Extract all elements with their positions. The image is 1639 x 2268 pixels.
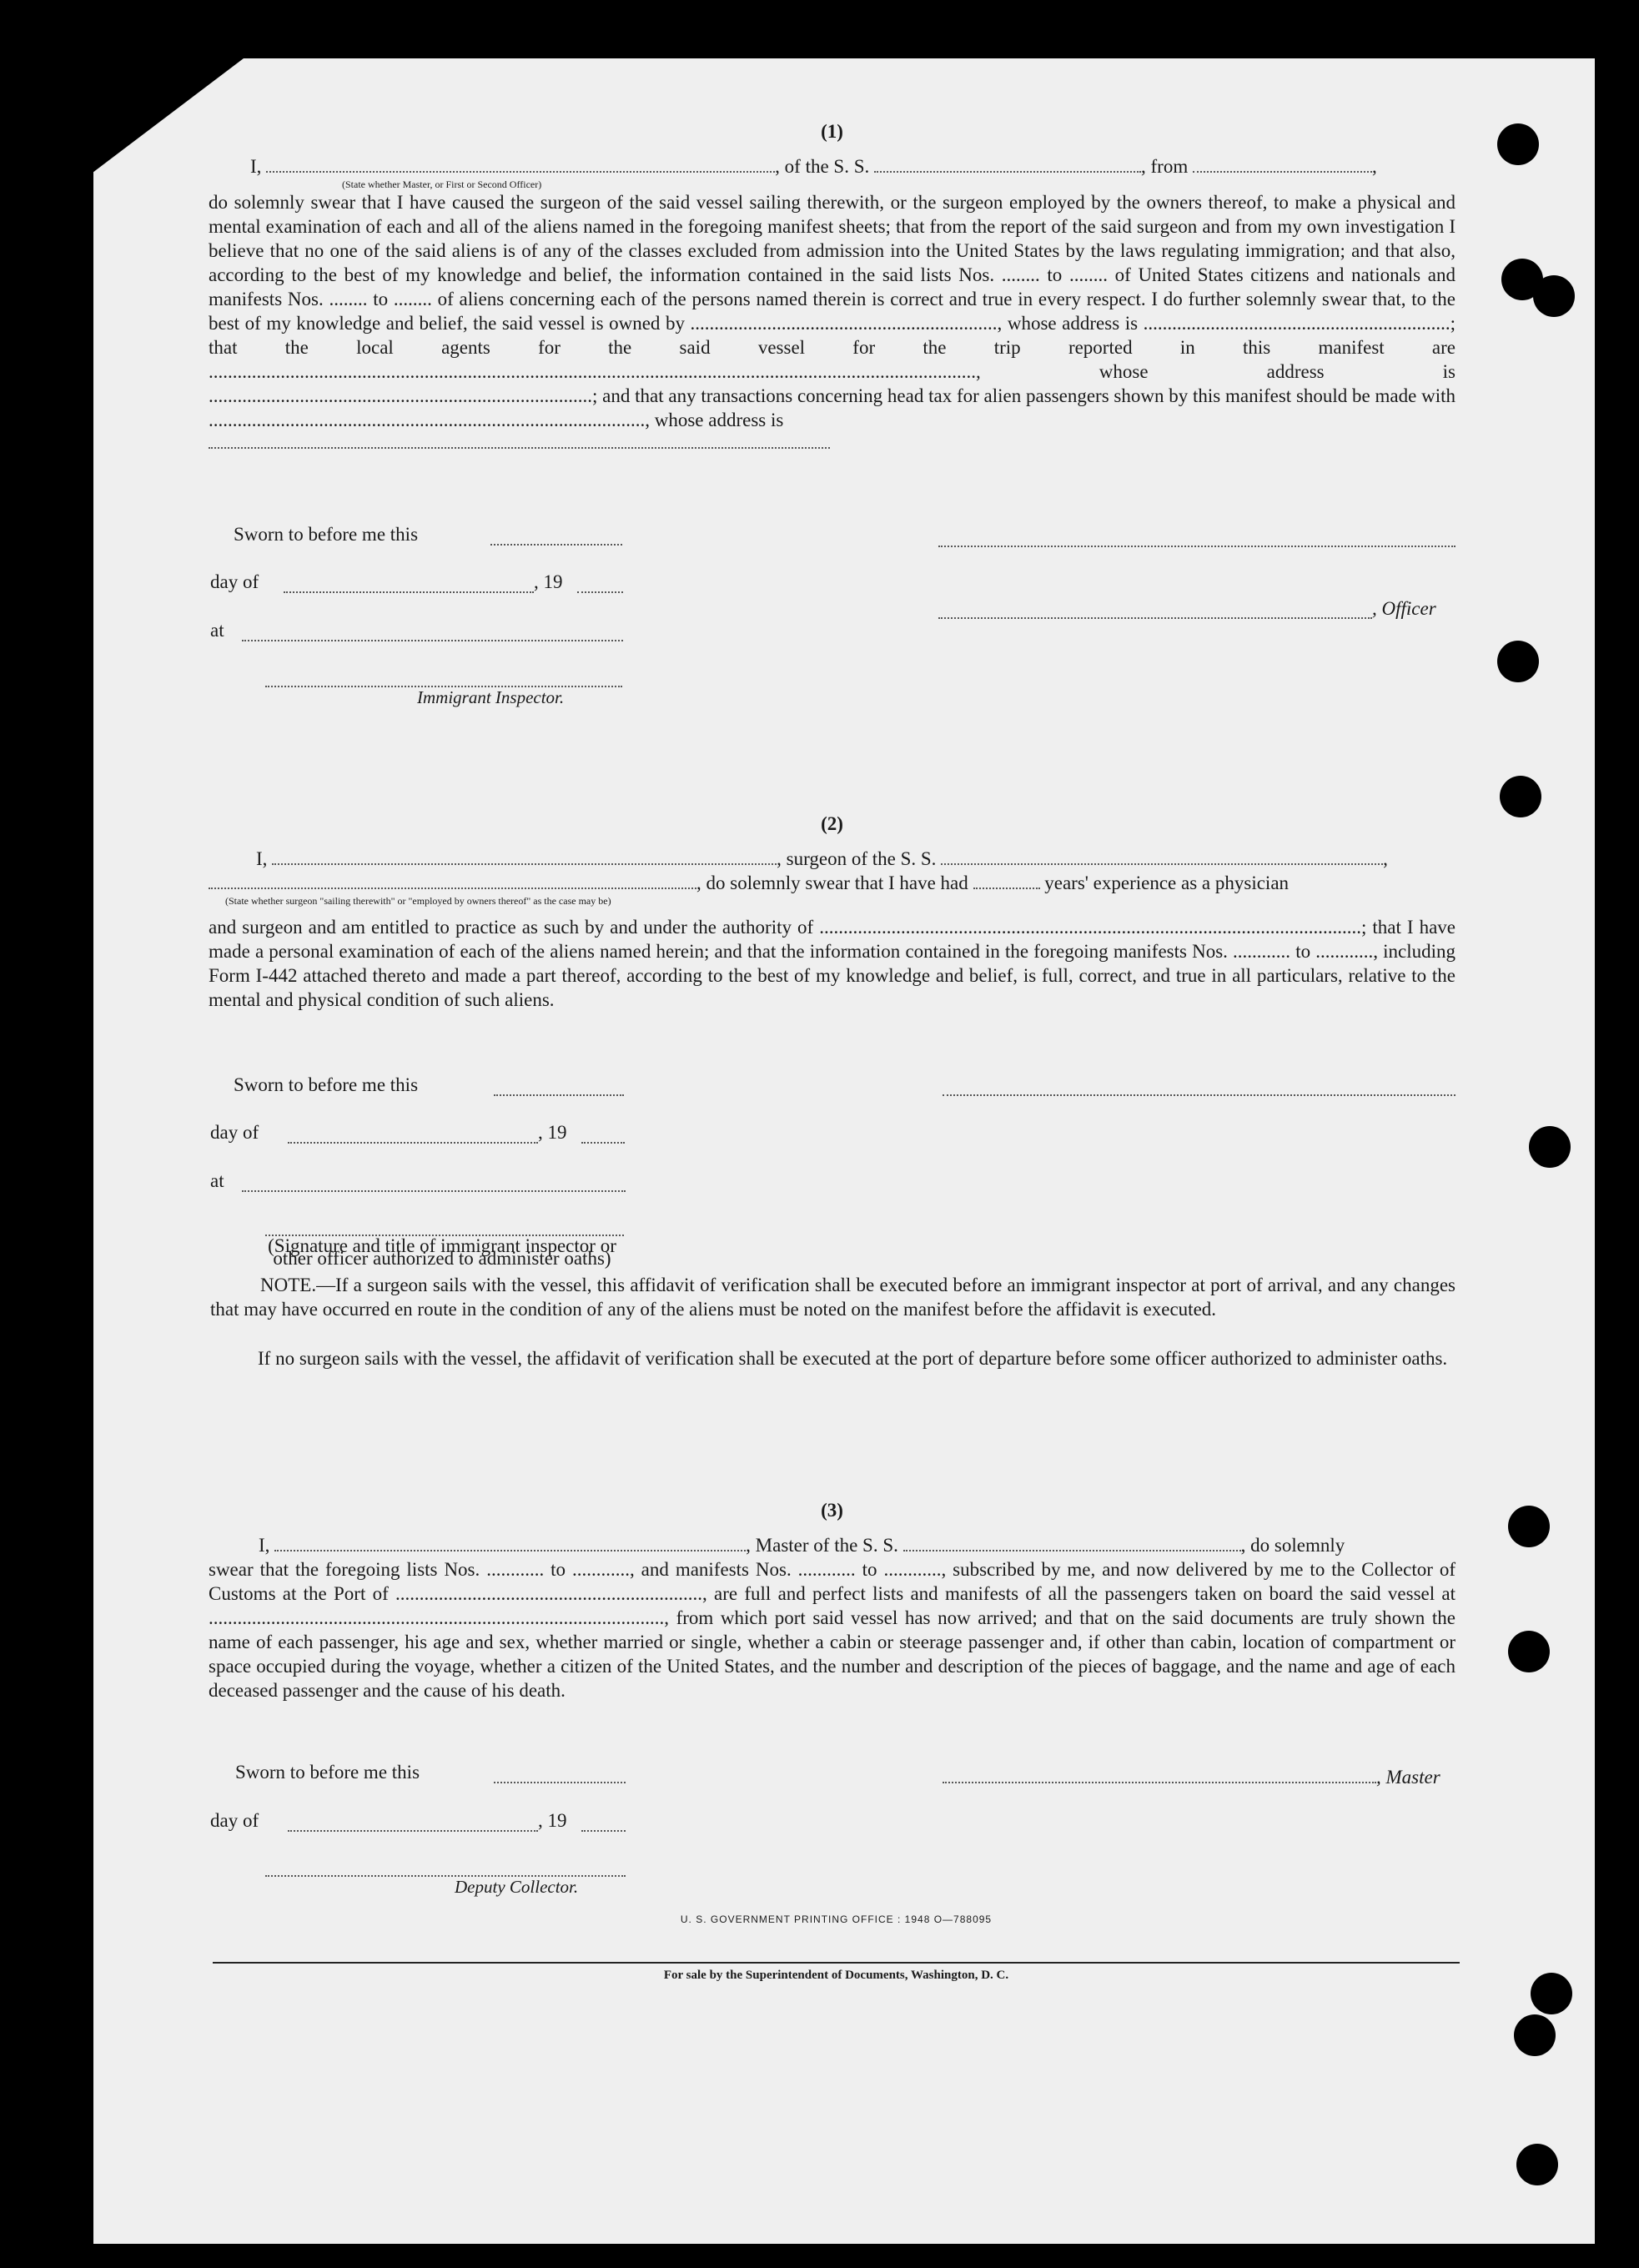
master-name-field[interactable] xyxy=(274,1535,746,1551)
printing-office-note: U. S. GOVERNMENT PRINTING OFFICE : 1948 O—788095 xyxy=(680,1913,993,1925)
punch-hole-icon xyxy=(1514,2014,1556,2056)
punch-hole-icon xyxy=(1508,1631,1550,1672)
footer-rule xyxy=(213,1962,1460,1964)
day-label: day of xyxy=(210,1122,259,1143)
master-signature-field[interactable] xyxy=(943,1782,1376,1783)
punch-hole-icon xyxy=(1500,776,1541,817)
text: , surgeon of the S. S. xyxy=(777,848,937,869)
day-label: day of xyxy=(210,571,259,592)
officer-signature-field-2[interactable] xyxy=(938,617,1372,619)
year-field[interactable] xyxy=(577,591,623,593)
text: , do solemnly xyxy=(1240,1535,1345,1556)
punch-hole-icon xyxy=(1516,2144,1558,2185)
inspector-label: Immigrant Inspector. xyxy=(417,687,565,707)
oath-paragraph: do solemnly swear that I have caused the surgeon of the said vessel sailing therewith, or the surgeon employed by the owners thereof, to make a physical and mental examination of each and all of the aliens named in the foregoing manifest sheets; that from the report of the said surgeon and from my own investigation I believe that no one of the said aliens is of any of the classes excluded from admission into the United States by the laws regulating immigration; and that also, according to the best of my knowledge and belief, the information contained in the said lists Nos. ........ to ........ of United States citizens and nationals and manifests Nos. ........ to ........ of aliens concerning each of the persons named therein is correct and true in every respect. I do further solemnly swear that, to the best of my knowledge and belief, the said vessel is owned by ................................................................, whose address is ................................................................; that the local agents for the said vessel for the trip reported in this manifest are ................................................................................................................................................................, whose address is ................................................................................; and that any transactions concerning head tax for alien passengers shown by this manifest should be made with ..........................................................................................., whose address is xyxy=(209,192,1455,430)
year-label: , 19 xyxy=(534,571,563,592)
master-paragraph: swear that the foregoing lists Nos. ............ to ............, and manifests Nos. ............ to ............, subscribed by me, and now delivered by me to the Collector of Customs at the Port of ................................................................, are full and perfect lists and manifests of all the passengers taken on board the said vessel at ..............................................................................................., from which port said vessel has now arrived; and that on the said documents are truly shown the name of each passenger, his age and sex, whether married or single, whether a cabin or steerage passenger and, if other than cabin, location of compartment or space occupied during the voyage, whether a citizen of the United States, and the number and description of the pieces of baggage, and the name and age of each deceased passenger and the cause of his death. xyxy=(209,1559,1455,1701)
year-label: , 19 xyxy=(538,1122,567,1143)
vessel-name-field[interactable] xyxy=(874,156,1141,173)
year-field[interactable] xyxy=(581,1142,625,1144)
text: , from xyxy=(1141,156,1189,177)
sworn-date-field[interactable] xyxy=(494,1094,624,1096)
officer-signature-field-1[interactable] xyxy=(938,546,1455,547)
surgeon-hint: (State whether surgeon "sailing therewith" or "employed by owners thereof" as the case may be) xyxy=(225,895,611,907)
section-3-first-line xyxy=(209,1533,1455,1557)
from-port-field[interactable] xyxy=(1193,156,1372,173)
surgeon-capacity-field[interactable] xyxy=(209,873,696,889)
note-paragraph-1: NOTE.—If a surgeon sails with the vessel, this affidavit of verification shall be executed before an immigrant inspector at port of arrival, and any changes that may have occurred en route in the condition of any of the aliens must be noted on the manifest before the affidavit is executed. xyxy=(210,1275,1455,1320)
sworn-date-field[interactable] xyxy=(490,544,622,546)
text: , xyxy=(1371,156,1377,177)
text: I, xyxy=(256,848,268,869)
punch-hole-icon xyxy=(1533,275,1575,317)
footer-text: For sale by the Superintendent of Documents, Washington, D. C. xyxy=(663,1969,1009,1982)
punch-hole-icon xyxy=(1508,1506,1550,1547)
day-label: day of xyxy=(210,1810,259,1831)
at-label: at xyxy=(210,1170,224,1191)
deputy-collector-label: Deputy Collector. xyxy=(455,1877,579,1897)
section-number: (2) xyxy=(821,813,843,834)
day-field[interactable] xyxy=(288,1830,538,1832)
signature-note: (Signature and title of immigrant inspector or other officer authorized to administer oaths) xyxy=(268,1235,616,1269)
section-2-first-line xyxy=(209,847,1455,871)
note-paragraph-2: If no surgeon sails with the vessel, the affidavit of verification shall be executed at the port of departure before some officer authorized to administer oaths. xyxy=(258,1348,1448,1369)
year-label: , 19 xyxy=(538,1810,567,1831)
place-field[interactable] xyxy=(242,1190,626,1192)
text: , of the S. S. xyxy=(775,156,870,177)
text: , Master of the S. S. xyxy=(746,1535,898,1556)
day-field[interactable] xyxy=(284,591,534,593)
section-number: (3) xyxy=(821,1500,843,1521)
text: , do solemnly swear that I have had xyxy=(696,873,968,893)
year-field[interactable] xyxy=(581,1830,626,1832)
punch-hole-icon xyxy=(1497,123,1539,165)
vessel-name-field[interactable] xyxy=(941,848,1383,865)
officer-label: , Officer xyxy=(1372,598,1436,619)
day-field[interactable] xyxy=(288,1142,538,1144)
surgeon-name-field[interactable] xyxy=(272,848,777,865)
officer-name-field[interactable] xyxy=(266,156,775,173)
section-3 xyxy=(209,1500,1455,1702)
sworn-label: Sworn to before me this xyxy=(235,1762,420,1783)
punch-hole-icon xyxy=(1529,1126,1571,1168)
sworn-label: Sworn to before me this xyxy=(234,524,419,545)
text: I, xyxy=(259,1535,270,1556)
text: years' experience as a physician xyxy=(1044,873,1290,893)
text: I, xyxy=(250,156,262,177)
at-label: at xyxy=(210,620,224,641)
address-field[interactable] xyxy=(209,432,830,449)
master-label: , Master xyxy=(1376,1767,1440,1788)
sworn-label: Sworn to before me this xyxy=(234,1074,419,1095)
surgeon-paragraph: and surgeon and am entitled to practice as such by and under the authority of .................................................................................................................; that I have made a personal examination of each of the aliens named herein; and that the information contained in the foregoing manifests Nos. ............ to ............, including Form I-442 attached thereto and made a part thereof, according to the best of my knowledge and belief, is full, correct, and true in all particulars, relative to the mental and physical condition of such aliens. xyxy=(209,917,1455,1010)
punch-hole-icon xyxy=(1497,641,1539,682)
section-1 xyxy=(209,121,1455,453)
text: , xyxy=(1383,848,1388,869)
surgeon-signature-field[interactable] xyxy=(943,1094,1455,1096)
place-field[interactable] xyxy=(242,640,623,641)
section-2 xyxy=(209,813,1455,1012)
vessel-name-field[interactable] xyxy=(903,1535,1241,1551)
punch-hole-icon xyxy=(1531,1973,1572,2014)
years-experience-field[interactable] xyxy=(973,873,1040,889)
section-2-second-line xyxy=(209,871,1455,895)
officer-hint: (State whether Master, or First or Second Officer) xyxy=(342,179,542,190)
section-1-first-line xyxy=(209,154,1455,179)
sworn-date-field[interactable] xyxy=(494,1782,626,1783)
section-number: (1) xyxy=(821,121,843,142)
